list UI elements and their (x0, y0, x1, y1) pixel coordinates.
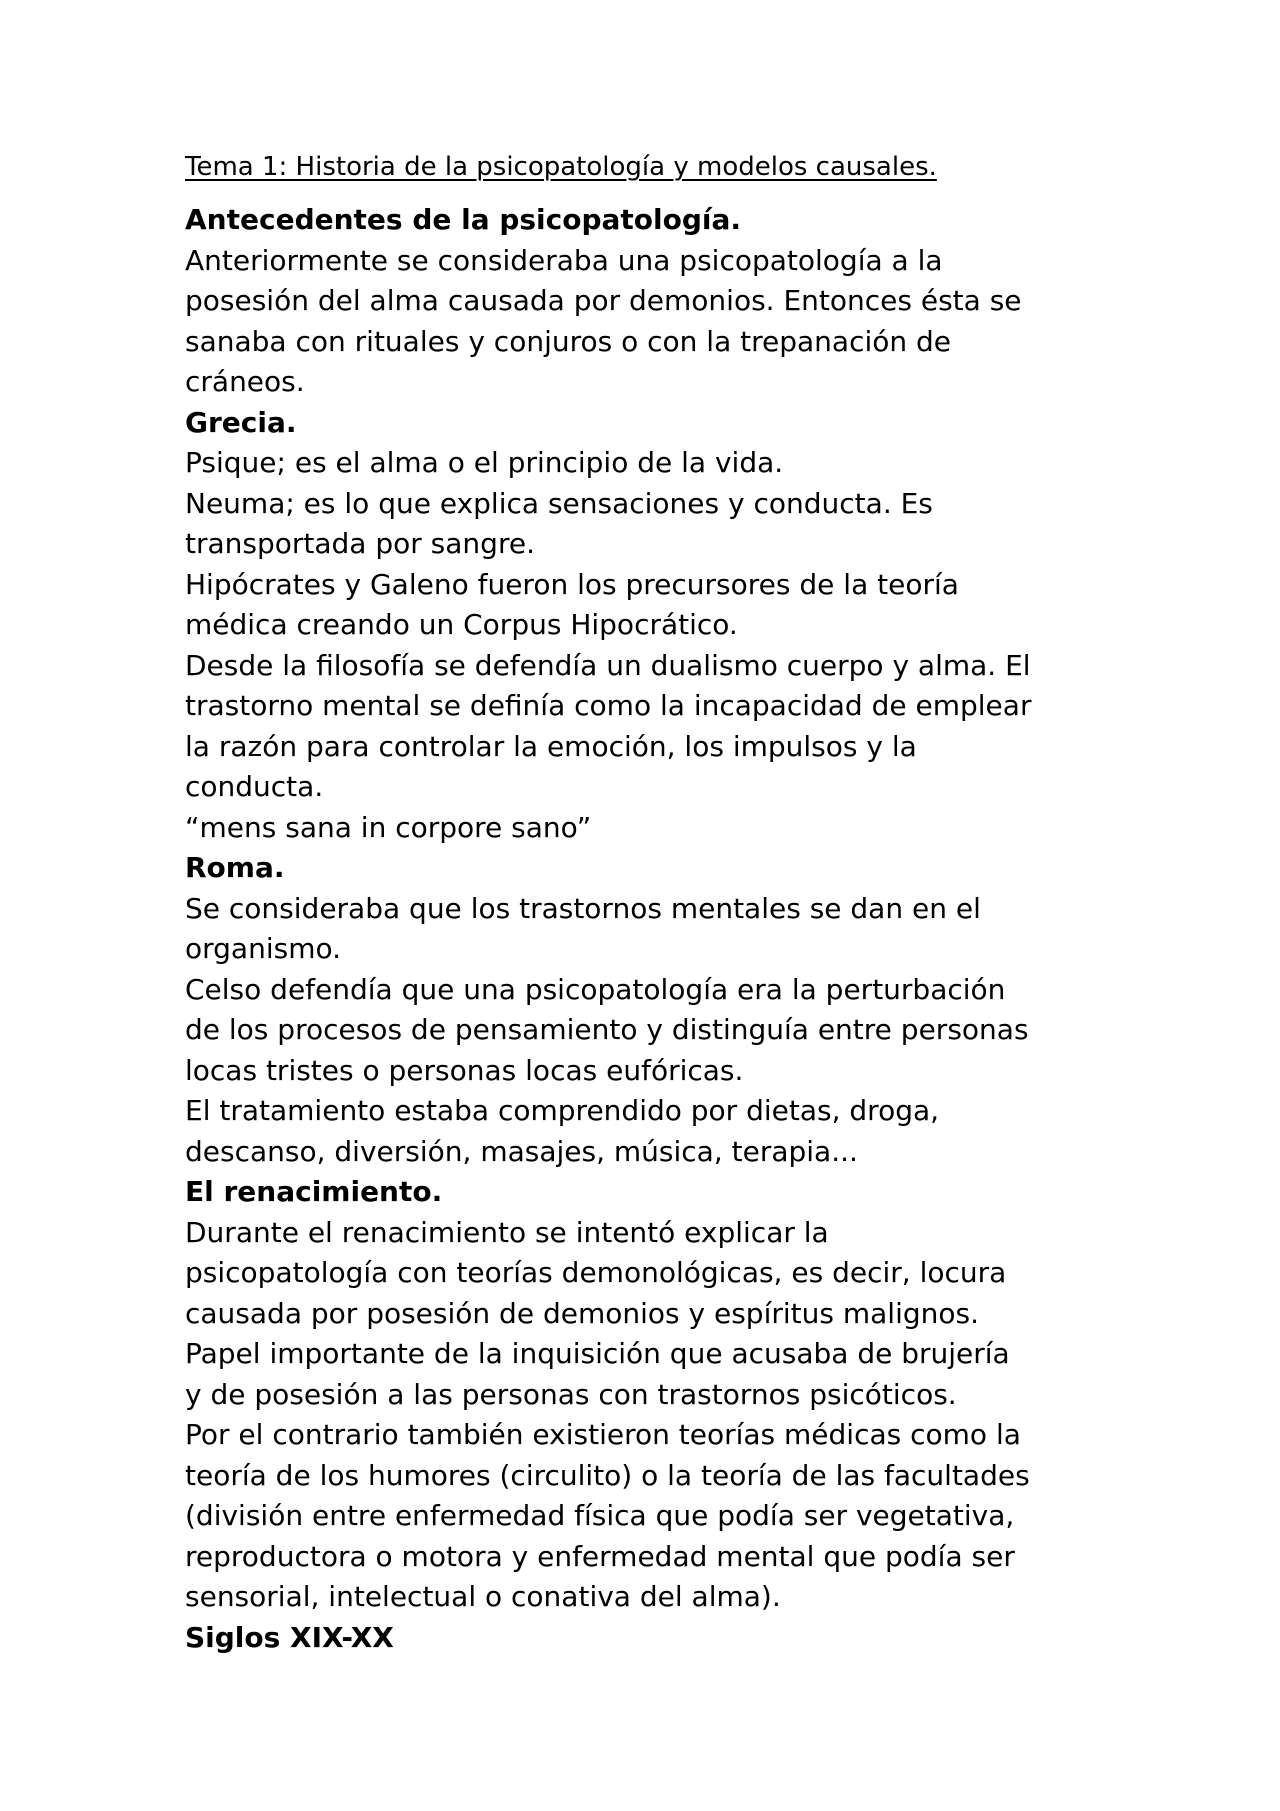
document-page (185, 150, 1105, 1658)
body-text-line: Celso defendía que una psicopatología era la perturbación (185, 972, 1006, 1006)
body-text-line: médica creando un Corpus Hipocrático. (185, 608, 738, 641)
body-text-line: Anteriormente se consideraba una psicopatología a la (185, 243, 943, 277)
body-text-line: descanso, diversión, masajes, música, terapia... (185, 1134, 858, 1168)
body-text-line: de los procesos de pensamiento y distinguía entre personas (185, 1013, 1029, 1046)
body-text-line: Se consideraba que los trastornos mentales se dan en el (185, 891, 981, 925)
body-text-line: transportada por sangre. (185, 527, 535, 560)
body-text-line: (división entre enfermedad física que podía ser vegetativa, (185, 1499, 1015, 1532)
document-body (185, 200, 1105, 1658)
body-text-line: El tratamiento estaba comprendido por dietas, droga, (185, 1094, 940, 1127)
document-title: Tema 1: Historia de la psicopatología y modelos causales. (185, 152, 937, 182)
body-text-line: cráneos. (185, 365, 305, 398)
body-text-line: reproductora o motora y enfermedad mental que podía ser (185, 1539, 1015, 1573)
body-text-line: “mens sana in corpore sano” (185, 810, 592, 844)
body-text-line: la razón para controlar la emoción, los impulsos y la (185, 729, 917, 763)
body-text-line: conducta. (185, 770, 324, 803)
body-text-line: teoría de los humores (circulito) o la teoría de las facultades (185, 1458, 1030, 1492)
body-text-line: Desde la filosofía se defendía un dualismo cuerpo y alma. El (185, 648, 1031, 682)
body-text-line: organismo. (185, 932, 342, 965)
body-text-line: sanaba con rituales y conjuros o con la trepanación de (185, 324, 952, 358)
body-text-line: Durante el renacimiento se intentó explicar la (185, 1215, 829, 1249)
section-heading: Siglos XIX-XX (185, 1620, 394, 1654)
body-text-line: Papel importante de la inquisición que acusaba de brujería (185, 1337, 1010, 1370)
section-heading: Grecia. (185, 405, 297, 439)
body-text-line: psicopatología con teorías demonológicas, es decir, locura (185, 1256, 1007, 1289)
body-text-line: causada por posesión de demonios y espíritus malignos. (185, 1296, 979, 1330)
body-text-line: Por el contrario también existieron teorías médicas como la (185, 1418, 1021, 1451)
section-heading: Antecedentes de la psicopatología. (185, 203, 742, 236)
body-text-line: trastorno mental se definía como la incapacidad de emplear (185, 689, 1032, 722)
body-text-line: y de posesión a las personas con trastornos psicóticos. (185, 1377, 957, 1411)
body-text-line: Neuma; es lo que explica sensaciones y conducta. Es (185, 486, 933, 520)
body-text-line: Psique; es el alma o el principio de la vida. (185, 446, 784, 479)
body-text-line: posesión del alma causada por demonios. Entonces ésta se (185, 284, 1022, 317)
body-text-line: locas tristes o personas locas eufóricas. (185, 1053, 744, 1087)
body-text-line: Hipócrates y Galeno fueron los precursores de la teoría (185, 567, 959, 601)
body-text-line: sensorial, intelectual o conativa del alma). (185, 1580, 781, 1613)
section-heading: El renacimiento. (185, 1175, 443, 1208)
section-heading: Roma. (185, 851, 285, 884)
